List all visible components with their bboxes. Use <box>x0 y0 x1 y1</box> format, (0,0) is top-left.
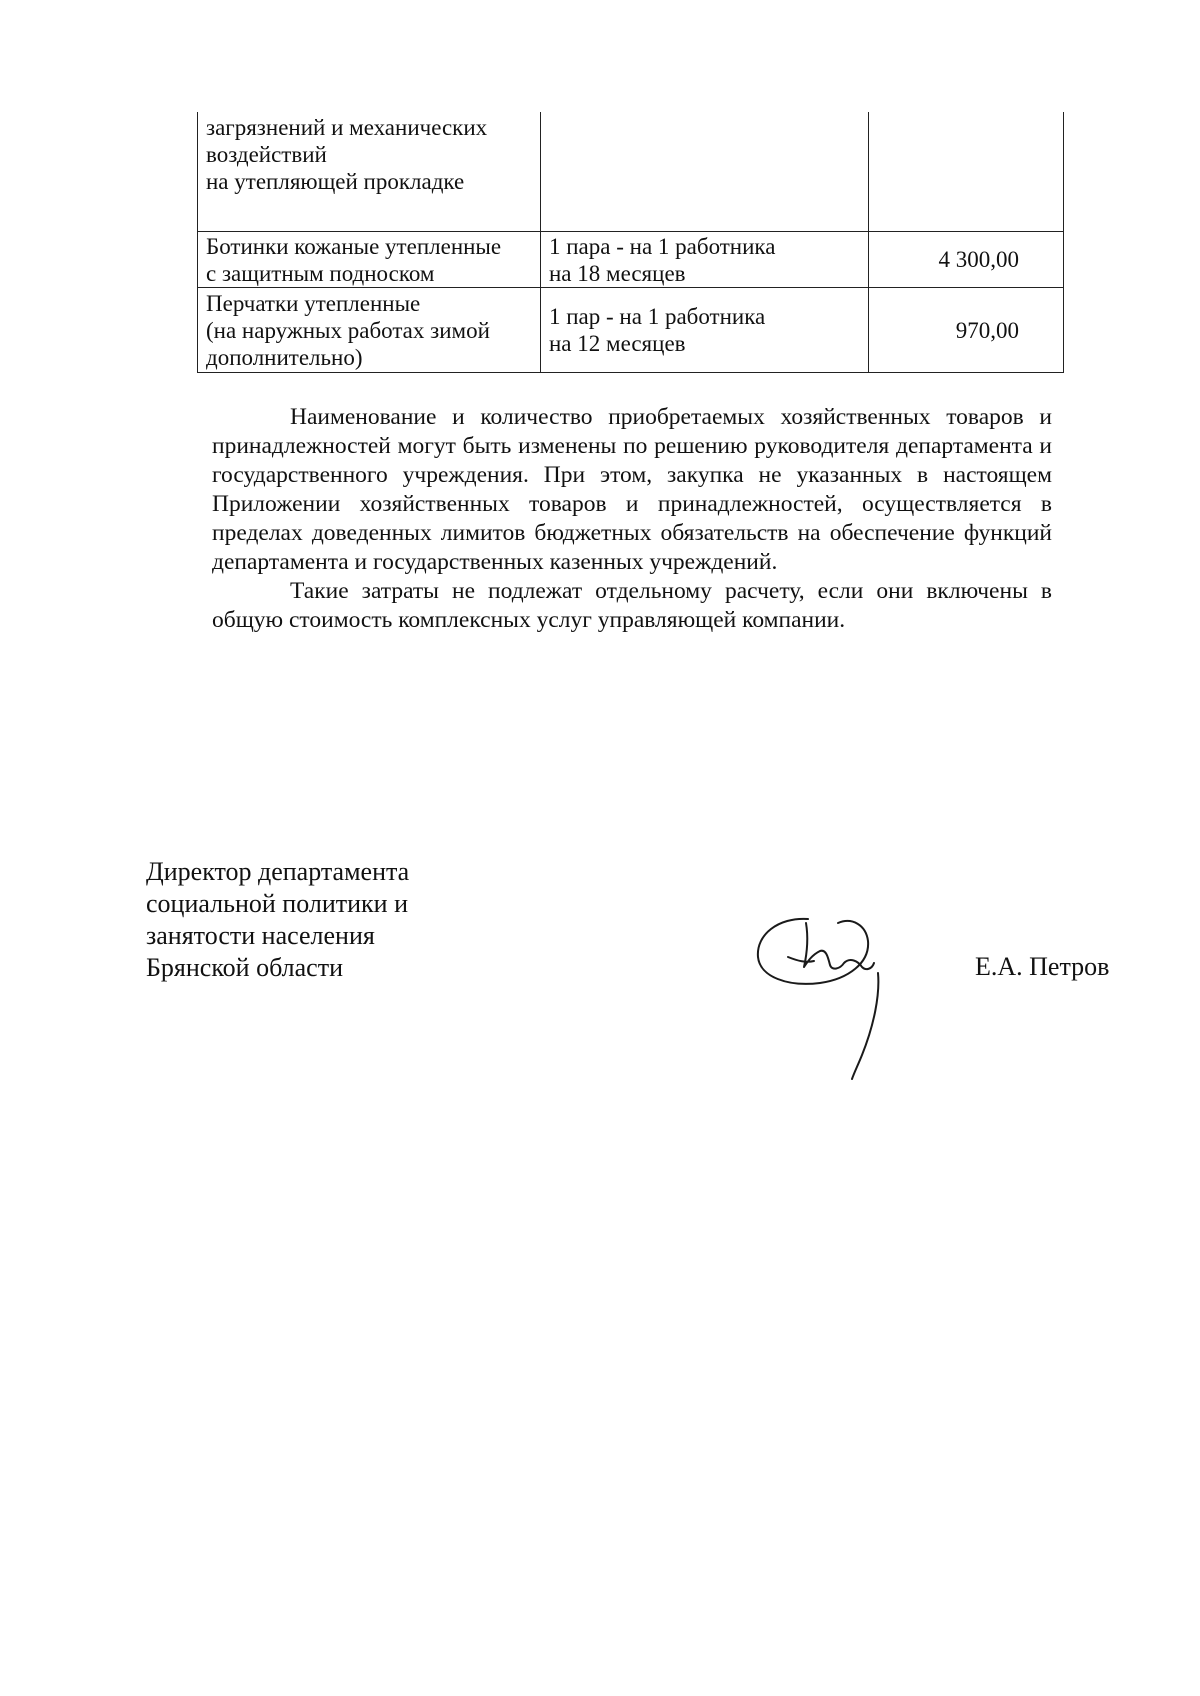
item-norm-line: на 18 месяцев <box>549 260 686 286</box>
item-norm-cell <box>541 112 869 232</box>
item-name-cell <box>198 112 541 232</box>
item-name-line: (на наружных работах зимой <box>206 317 490 343</box>
table-row <box>198 232 1064 288</box>
handwritten-signature <box>748 905 928 1085</box>
signatory-title-line: социальной политики и <box>146 889 408 918</box>
item-norm-line: 1 пара - на 1 работника <box>549 233 776 259</box>
body-text <box>212 403 1052 635</box>
item-norm-line: на 12 месяцев <box>549 331 686 356</box>
items-table <box>197 112 1064 373</box>
item-norm-cell <box>541 232 869 288</box>
item-name-line: Перчатки утепленные <box>206 290 421 316</box>
signatory-title-line: Брянской области <box>146 953 343 982</box>
item-name-cell <box>198 288 541 373</box>
signatory-title-line: Директор департамента <box>146 857 410 886</box>
item-name-line: на утепляющей прокладке <box>206 169 465 194</box>
item-norm-line: 1 пар - на 1 работника <box>549 304 766 329</box>
item-name-line: загрязнений и механических <box>206 115 488 140</box>
signatory-name: Е.А. Петров <box>975 952 1110 981</box>
item-name-line: воздействий <box>206 142 327 167</box>
table-row <box>198 112 1064 232</box>
item-norm-cell <box>541 288 869 373</box>
table-row <box>198 288 1064 373</box>
signatory-title-line: занятости населения <box>146 921 375 950</box>
item-price-cell <box>869 112 1064 232</box>
item-name-line: Ботинки кожаные утепленные <box>206 233 502 259</box>
signatory-title <box>146 856 409 984</box>
item-price-cell: 4 300,00 <box>869 232 1064 288</box>
item-name-line: дополнительно) <box>206 344 363 370</box>
paragraph: Такие затраты не подлежат отдельному расчету, если они включены в общую стоимость комплексных услуг управляющей компании. <box>212 578 1052 633</box>
item-name-line: с защитным подноском <box>206 260 435 286</box>
item-price-cell: 970,00 <box>869 288 1064 373</box>
paragraph: Наименование и количество приобретаемых хозяйственных товаров и принадлежностей могут быть изменены по решению руководителя департамента и государственного учреждения. При этом, закупка не указанных в настоящем Приложении хозяйственных товаров и принадлежностей, осуществляется в пределах доведенных лимитов бюджетных обязательств на обеспечение функций департамента и государственных казенных учреждений. <box>212 404 1052 575</box>
item-name-cell <box>198 232 541 288</box>
